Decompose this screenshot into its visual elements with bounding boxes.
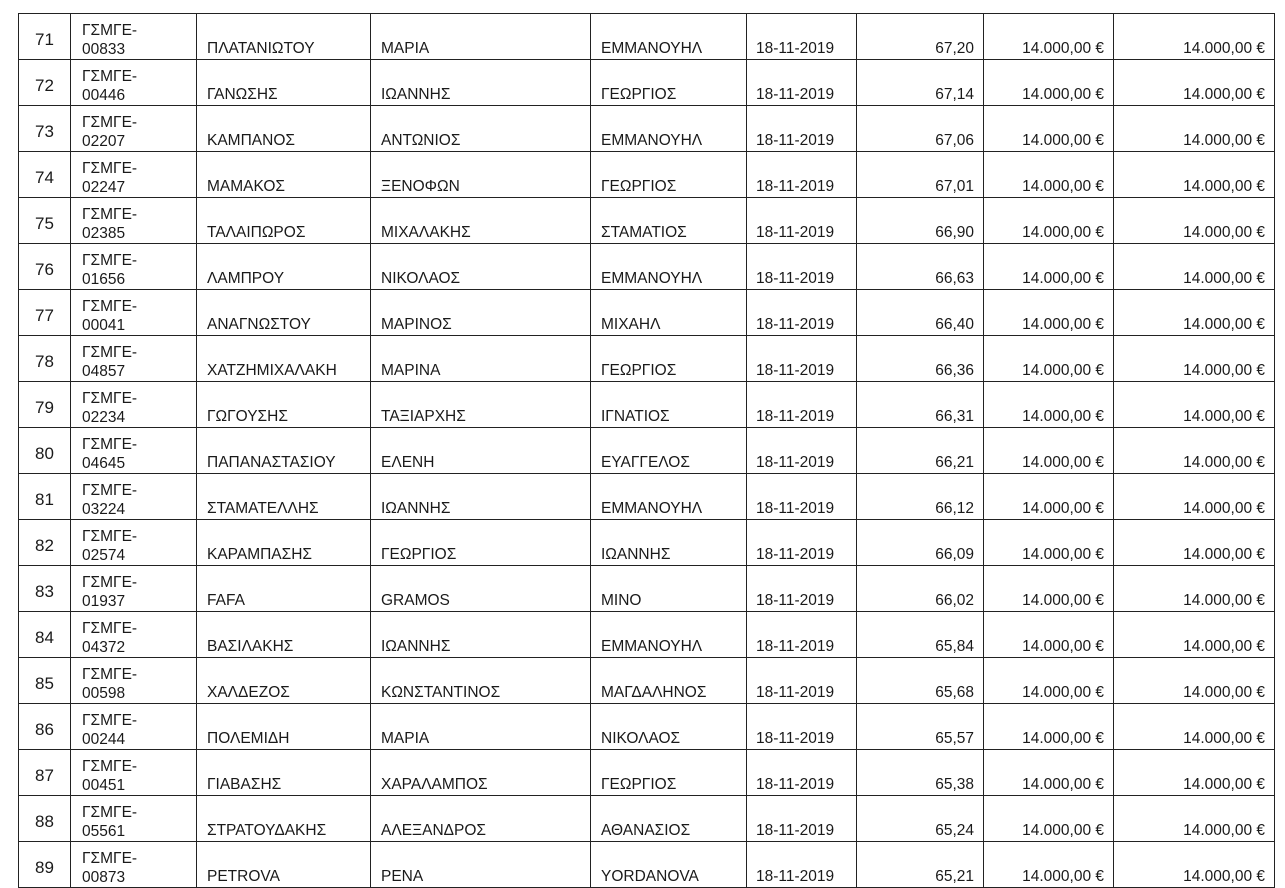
total-cell: 14.000,00 € [1114,428,1275,474]
first-name-cell: ΜΑΡΙΝΑ [371,336,591,382]
score-cell: 66,12 [857,474,984,520]
score-cell: 65,38 [857,750,984,796]
score-cell: 65,84 [857,612,984,658]
application-code-number: 03224 [82,501,126,518]
first-name-cell: ΧΑΡΑΛΑΜΠΟΣ [371,750,591,796]
first-name-cell: ΜΑΡΙΑ [371,14,591,60]
table-row [19,842,1275,888]
amount-cell: 14.000,00 € [984,60,1114,106]
score-cell: 65,68 [857,658,984,704]
application-code [71,244,197,290]
application-code-number: 00873 [82,869,126,886]
total-cell: 14.000,00 € [1114,474,1275,520]
amount-cell: 14.000,00 € [984,658,1114,704]
amount-cell: 14.000,00 € [984,704,1114,750]
row-number: 81 [19,474,71,520]
table-row [19,658,1275,704]
application-code-prefix: ΓΣΜΓΕ- [82,114,138,131]
father-name-cell: ΓΕΩΡΓΙΟΣ [591,60,747,106]
application-code [71,290,197,336]
table-row [19,14,1275,60]
surname-cell: ΚΑΜΠΑΝΟΣ [197,106,371,152]
total-cell: 14.000,00 € [1114,520,1275,566]
table-row [19,474,1275,520]
surname-cell: ΣΤΡΑΤΟΥΔΑΚΗΣ [197,796,371,842]
surname-cell: ΧΑΛΔΕΖΟΣ [197,658,371,704]
application-code-prefix: ΓΣΜΓΕ- [82,22,138,39]
total-cell: 14.000,00 € [1114,14,1275,60]
row-number: 78 [19,336,71,382]
father-name-cell: ΕΜΜΑΝΟΥΗΛ [591,106,747,152]
application-code-number: 02234 [82,409,126,426]
date-cell: 18-11-2019 [747,612,857,658]
first-name-cell: ΑΛΕΞΑΝΔΡΟΣ [371,796,591,842]
total-cell: 14.000,00 € [1114,566,1275,612]
row-number: 76 [19,244,71,290]
amount-cell: 14.000,00 € [984,796,1114,842]
surname-cell: ΒΑΣΙΛΑΚΗΣ [197,612,371,658]
total-cell: 14.000,00 € [1114,336,1275,382]
date-cell: 18-11-2019 [747,842,857,888]
surname-cell: PETROVA [197,842,371,888]
amount-cell: 14.000,00 € [984,290,1114,336]
row-number: 71 [19,14,71,60]
first-name-cell: ΜΙΧΑΛΑΚΗΣ [371,198,591,244]
application-code [71,106,197,152]
amount-cell: 14.000,00 € [984,520,1114,566]
first-name-cell: ΕΛΕΝΗ [371,428,591,474]
father-name-cell: ΙΩΑΝΝΗΣ [591,520,747,566]
application-code-number: 00451 [82,777,126,794]
table-body [19,14,1275,888]
application-code-prefix: ΓΣΜΓΕ- [82,436,138,453]
amount-cell: 14.000,00 € [984,198,1114,244]
surname-cell: ΜΑΜΑΚΟΣ [197,152,371,198]
application-code-number: 02385 [82,225,126,242]
application-code [71,520,197,566]
father-name-cell: MINO [591,566,747,612]
date-cell: 18-11-2019 [747,566,857,612]
score-cell: 65,57 [857,704,984,750]
amount-cell: 14.000,00 € [984,566,1114,612]
table-row [19,612,1275,658]
table-row [19,290,1275,336]
application-code-number: 04372 [82,639,126,656]
total-cell: 14.000,00 € [1114,290,1275,336]
father-name-cell: ΓΕΩΡΓΙΟΣ [591,152,747,198]
score-cell: 65,24 [857,796,984,842]
score-cell: 66,02 [857,566,984,612]
first-name-cell: GRAMOS [371,566,591,612]
date-cell: 18-11-2019 [747,428,857,474]
application-code [71,658,197,704]
first-name-cell: ΞΕΝΟΦΩΝ [371,152,591,198]
date-cell: 18-11-2019 [747,796,857,842]
application-code [71,704,197,750]
application-code-number: 02247 [82,179,126,196]
amount-cell: 14.000,00 € [984,382,1114,428]
father-name-cell: ΜΑΓΔΑΛΗΝΟΣ [591,658,747,704]
table-row [19,382,1275,428]
application-code-number: 00244 [82,731,126,748]
date-cell: 18-11-2019 [747,198,857,244]
father-name-cell: ΑΘΑΝΑΣΙΟΣ [591,796,747,842]
total-cell: 14.000,00 € [1114,152,1275,198]
father-name-cell: ΕΜΜΑΝΟΥΗΛ [591,474,747,520]
date-cell: 18-11-2019 [747,382,857,428]
score-cell: 67,01 [857,152,984,198]
application-code [71,198,197,244]
table-row [19,336,1275,382]
surname-cell: ΣΤΑΜΑΤΕΛΛΗΣ [197,474,371,520]
table-row [19,428,1275,474]
score-cell: 67,14 [857,60,984,106]
application-code-prefix: ΓΣΜΓΕ- [82,758,138,775]
table-row [19,106,1275,152]
application-code-number: 02207 [82,133,126,150]
father-name-cell: YORDANOVA [591,842,747,888]
father-name-cell: ΙΓΝΑΤΙΟΣ [591,382,747,428]
father-name-cell: ΕΜΜΑΝΟΥΗΛ [591,244,747,290]
application-code-prefix: ΓΣΜΓΕ- [82,666,138,683]
surname-cell: ΓΩΓΟΥΣΗΣ [197,382,371,428]
application-code [71,612,197,658]
application-code-number: 04857 [82,363,126,380]
amount-cell: 14.000,00 € [984,152,1114,198]
first-name-cell: ΓΕΩΡΓΙΟΣ [371,520,591,566]
first-name-cell: ΜΑΡΙΑ [371,704,591,750]
score-cell: 65,21 [857,842,984,888]
amount-cell: 14.000,00 € [984,842,1114,888]
first-name-cell: ΙΩΑΝΝΗΣ [371,60,591,106]
application-code-prefix: ΓΣΜΓΕ- [82,528,138,545]
score-cell: 66,31 [857,382,984,428]
total-cell: 14.000,00 € [1114,244,1275,290]
father-name-cell: ΣΤΑΜΑΤΙΟΣ [591,198,747,244]
table-row [19,152,1275,198]
date-cell: 18-11-2019 [747,14,857,60]
row-number: 82 [19,520,71,566]
application-code-prefix: ΓΣΜΓΕ- [82,344,138,361]
score-cell: 66,09 [857,520,984,566]
date-cell: 18-11-2019 [747,290,857,336]
table-row [19,244,1275,290]
application-code [71,750,197,796]
total-cell: 14.000,00 € [1114,796,1275,842]
total-cell: 14.000,00 € [1114,60,1275,106]
amount-cell: 14.000,00 € [984,474,1114,520]
amount-cell: 14.000,00 € [984,428,1114,474]
application-code-prefix: ΓΣΜΓΕ- [82,620,138,637]
first-name-cell: ΤΑΞΙΑΡΧΗΣ [371,382,591,428]
table-row [19,60,1275,106]
application-code [71,428,197,474]
date-cell: 18-11-2019 [747,474,857,520]
amount-cell: 14.000,00 € [984,244,1114,290]
application-code-prefix: ΓΣΜΓΕ- [82,390,138,407]
first-name-cell: ΚΩΝΣΤΑΝΤΙΝΟΣ [371,658,591,704]
application-code [71,14,197,60]
total-cell: 14.000,00 € [1114,842,1275,888]
first-name-cell: ΙΩΑΝΝΗΣ [371,612,591,658]
date-cell: 18-11-2019 [747,244,857,290]
application-code-prefix: ΓΣΜΓΕ- [82,160,138,177]
table-row [19,796,1275,842]
row-number: 74 [19,152,71,198]
surname-cell: ΠΟΛΕΜΙΔΗ [197,704,371,750]
date-cell: 18-11-2019 [747,520,857,566]
first-name-cell: ΑΝΤΩΝΙΟΣ [371,106,591,152]
father-name-cell: ΓΕΩΡΓΙΟΣ [591,336,747,382]
father-name-cell: ΓΕΩΡΓΙΟΣ [591,750,747,796]
application-code-number: 04645 [82,455,126,472]
score-cell: 66,36 [857,336,984,382]
application-code-number: 00598 [82,685,126,702]
row-number: 87 [19,750,71,796]
table-row [19,520,1275,566]
first-name-cell: ΝΙΚΟΛΑΟΣ [371,244,591,290]
application-code [71,566,197,612]
score-cell: 66,63 [857,244,984,290]
score-cell: 66,40 [857,290,984,336]
application-code-number: 01656 [82,271,126,288]
surname-cell: ΛΑΜΠΡΟΥ [197,244,371,290]
total-cell: 14.000,00 € [1114,106,1275,152]
father-name-cell: ΜΙΧΑΗΛ [591,290,747,336]
application-code-number: 00446 [82,87,126,104]
amount-cell: 14.000,00 € [984,750,1114,796]
application-code-prefix: ΓΣΜΓΕ- [82,68,138,85]
surname-cell: ΤΑΛΑΙΠΩΡΟΣ [197,198,371,244]
application-code-prefix: ΓΣΜΓΕ- [82,482,138,499]
row-number: 88 [19,796,71,842]
date-cell: 18-11-2019 [747,658,857,704]
surname-cell: FAFA [197,566,371,612]
row-number: 85 [19,658,71,704]
application-code-number: 01937 [82,593,126,610]
total-cell: 14.000,00 € [1114,612,1275,658]
father-name-cell: ΕΜΜΑΝΟΥΗΛ [591,14,747,60]
row-number: 89 [19,842,71,888]
surname-cell: ΠΛΑΤΑΝΙΩΤΟΥ [197,14,371,60]
surname-cell: ΓΙΑΒΑΣΗΣ [197,750,371,796]
first-name-cell: ΙΩΑΝΝΗΣ [371,474,591,520]
amount-cell: 14.000,00 € [984,612,1114,658]
application-code [71,152,197,198]
total-cell: 14.000,00 € [1114,750,1275,796]
application-code-number: 00833 [82,41,126,58]
date-cell: 18-11-2019 [747,704,857,750]
application-code-number: 05561 [82,823,126,840]
application-code-number: 00041 [82,317,126,334]
amount-cell: 14.000,00 € [984,336,1114,382]
date-cell: 18-11-2019 [747,750,857,796]
application-code-prefix: ΓΣΜΓΕ- [82,712,138,729]
score-cell: 66,90 [857,198,984,244]
row-number: 72 [19,60,71,106]
application-code-prefix: ΓΣΜΓΕ- [82,850,138,867]
table-row [19,750,1275,796]
row-number: 73 [19,106,71,152]
date-cell: 18-11-2019 [747,152,857,198]
score-cell: 67,20 [857,14,984,60]
surname-cell: ΠΑΠΑΝΑΣΤΑΣΙΟΥ [197,428,371,474]
application-code-prefix: ΓΣΜΓΕ- [82,298,138,315]
surname-cell: ΚΑΡΑΜΠΑΣΗΣ [197,520,371,566]
amount-cell: 14.000,00 € [984,106,1114,152]
row-number: 77 [19,290,71,336]
surname-cell: ΧΑΤΖΗΜΙΧΑΛΑΚΗ [197,336,371,382]
first-name-cell: PENA [371,842,591,888]
application-code-number: 02574 [82,547,126,564]
father-name-cell: ΕΜΜΑΝΟΥΗΛ [591,612,747,658]
father-name-cell: ΝΙΚΟΛΑΟΣ [591,704,747,750]
date-cell: 18-11-2019 [747,336,857,382]
row-number: 79 [19,382,71,428]
surname-cell: ΓΑΝΩΣΗΣ [197,60,371,106]
row-number: 83 [19,566,71,612]
date-cell: 18-11-2019 [747,106,857,152]
application-code [71,336,197,382]
application-code-prefix: ΓΣΜΓΕ- [82,206,138,223]
row-number: 86 [19,704,71,750]
amount-cell: 14.000,00 € [984,14,1114,60]
application-code [71,474,197,520]
application-code [71,842,197,888]
total-cell: 14.000,00 € [1114,382,1275,428]
score-cell: 66,21 [857,428,984,474]
beneficiaries-table [18,13,1275,888]
table-row [19,566,1275,612]
application-code [71,382,197,428]
surname-cell: ΑΝΑΓΝΩΣΤΟΥ [197,290,371,336]
score-cell: 67,06 [857,106,984,152]
application-code [71,60,197,106]
first-name-cell: ΜΑΡΙΝΟΣ [371,290,591,336]
application-code-prefix: ΓΣΜΓΕ- [82,574,138,591]
table-row [19,198,1275,244]
application-code-prefix: ΓΣΜΓΕ- [82,804,138,821]
row-number: 84 [19,612,71,658]
total-cell: 14.000,00 € [1114,658,1275,704]
date-cell: 18-11-2019 [747,60,857,106]
father-name-cell: ΕΥΑΓΓΕΛΟΣ [591,428,747,474]
row-number: 80 [19,428,71,474]
table-row [19,704,1275,750]
total-cell: 14.000,00 € [1114,704,1275,750]
application-code [71,796,197,842]
row-number: 75 [19,198,71,244]
application-code-prefix: ΓΣΜΓΕ- [82,252,138,269]
total-cell: 14.000,00 € [1114,198,1275,244]
